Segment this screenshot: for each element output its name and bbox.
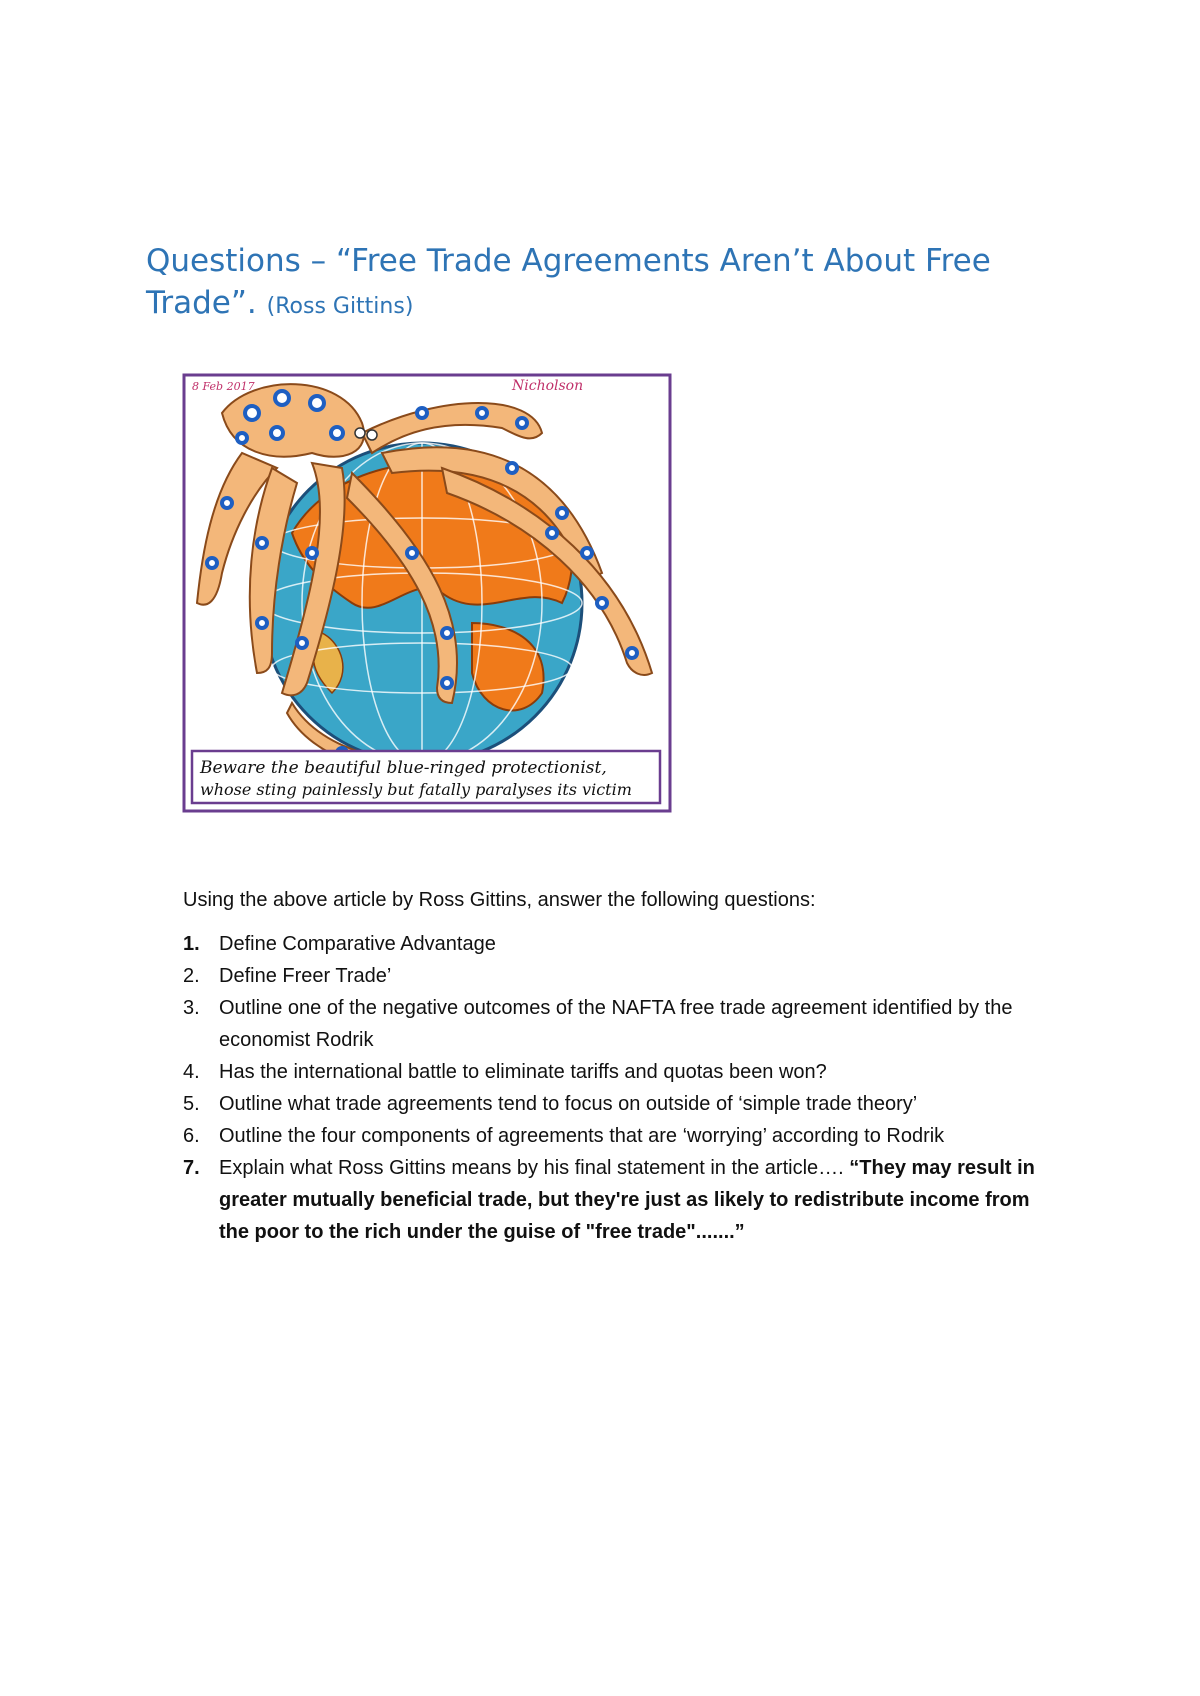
question-number: 2. — [183, 965, 200, 987]
list-item — [183, 1120, 1063, 1152]
question-text: Define Comparative Advantage — [219, 933, 496, 955]
list-item — [183, 1152, 1063, 1248]
question-text: Outline the four components of agreements that are ‘worrying’ according to Rodrik — [219, 1125, 945, 1147]
question-text: Has the international battle to eliminate tariffs and quotas been won? — [219, 1061, 827, 1083]
question-number: 4. — [183, 1061, 200, 1083]
question-number: 1. — [183, 933, 200, 955]
question-number: 6. — [183, 1125, 200, 1147]
intro-text: Using the above article by Ross Gittins, answer the following questions: — [183, 889, 816, 911]
question-number: 7. — [183, 1157, 200, 1179]
cartoon-caption-line2: whose sting painlessly but fatally paralyses its victim — [200, 780, 632, 799]
cartoon-illustration — [182, 373, 672, 813]
title-text: Questions – “Free Trade Agreements Aren’t About Free Trade”. — [146, 243, 991, 321]
question-list — [183, 928, 1063, 1248]
list-item — [183, 1056, 1063, 1088]
page-title — [146, 240, 1066, 328]
question-quote: “They may result in greater mutually beneficial trade, but they're just as likely to redistribute income from the poor to the rich under the guise of "free trade".......” — [219, 1157, 1035, 1243]
list-item — [183, 1088, 1063, 1120]
title-author: (Ross Gittins) — [266, 294, 414, 319]
list-item — [183, 992, 1063, 1056]
question-number: 5. — [183, 1093, 200, 1115]
cartoon-caption-line1: Beware the beautiful blue-ringed protectionist, — [200, 758, 607, 778]
question-text: Explain what Ross Gittins means by his final statement in the article…. — [219, 1157, 850, 1179]
question-text: Outline one of the negative outcomes of the NAFTA free trade agreement identified by the economist Rodrik — [219, 997, 1013, 1051]
question-text: Define Freer Trade’ — [219, 965, 392, 987]
list-item — [183, 928, 1063, 960]
question-text: Outline what trade agreements tend to focus on outside of ‘simple trade theory’ — [219, 1093, 918, 1115]
cartoon-signature: Nicholson — [512, 378, 584, 394]
cartoon-date: 8 Feb 2017 — [192, 380, 255, 393]
question-number: 3. — [183, 997, 200, 1019]
list-item — [183, 960, 1063, 992]
